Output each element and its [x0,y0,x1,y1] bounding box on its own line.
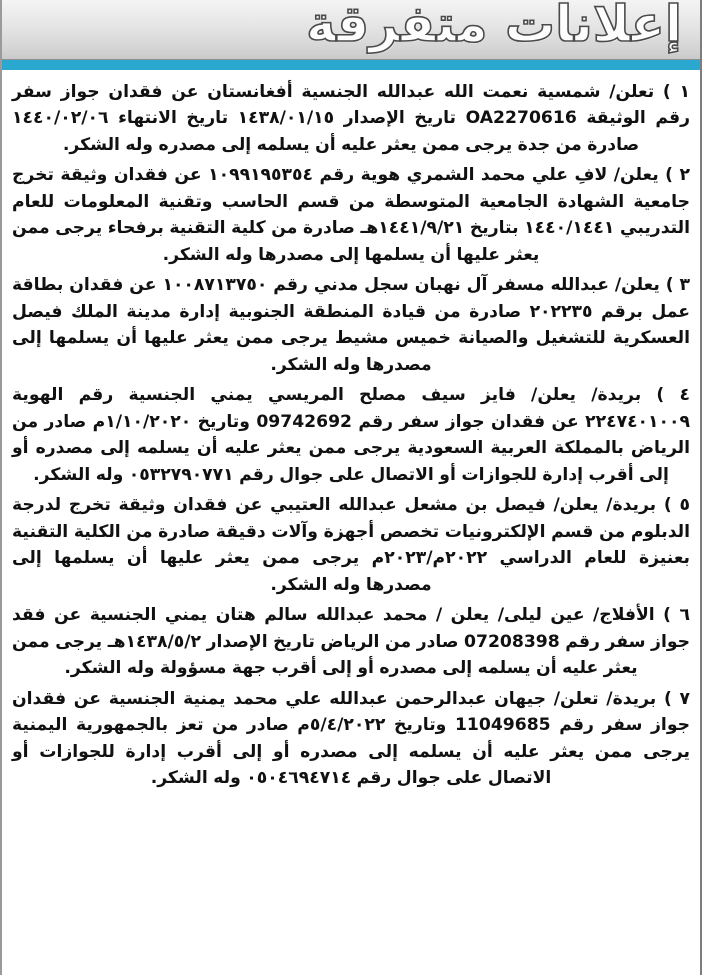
classified-ad-item: ٣ ) يعلن/ عبدالله مسفر آل نهبان سجل مدني رقم ١٠٠٨٧١٣٧٥٠ عن فقدان بطاقة عمل برقم ٢٠٢٢٣٥ صادرة من قيادة المنطقة الجنوبية إدارة مدينة الملك فيصل العسكرية للتشغيل والصيانة خميس مشيط يرجى ممن يعثر عليها أن يسلمها إلى مصدرها وله الشكر. [12,275,691,375]
section-heading: إعلانات متفرقة [306,0,682,53]
classified-ad-item: ٢ ) يعلن/ لافِ علي محمد الشمري هوية رقم ١٠٩٩١٩٥٣٥٤ عن فقدان وثيقة تخرج جامعية الشهادة الجامعية المتوسطة من قسم الحاسب وتقنية المعلومات للعام التدريبي ١٤٤٠/١٤٤١ بتاريخ ١٤٤١/٩/٢١هـ صادرة من كلية التقنية برفحاء يرجى ممن يعثر عليها أن يسلمها إلى مصدرها وله الشكر. [12,165,690,265]
classified-ad-item: ٦ ) الأفلاج/ عين ليلى/ يعلن / محمد عبدالله سالم هتان يمني الجنسية عن فقد جواز سفر رقم 07208398 صادر من الرياض تاريخ الإصدار ١٤٣٨/٥/٢هـ يرجى ممن يعثر عليه أن يسلمه إلى مصدره أو إلى أقرب جهة مسؤولة وله الشكر. [12,605,690,679]
classified-ads-list [2,73,700,792]
classified-ad-item: ٥ ) بريدة/ يعلن/ فيصل بن مشعل عبدالله العتيبي عن فقدان وثيقة تخرج لدرجة الدبلوم من قسم الإلكترونيات تخصص أجهزة وآلات دقيقة صادرة من الكلية التقنية بعنيزة للعام الدراسي ٢٠٢٢م/٢٠٢٣م يرجى ممن يعثر عليها أن يسلمها إلى مصدرها وله الشكر. [12,495,690,595]
classified-ad-item: ٧ ) بريدة/ تعلن/ جيهان عبدالرحمن عبدالله علي محمد يمنية الجنسية عن فقدان جواز سفر رقم 11049685 وتاريخ ٥/٤/٢٠٢٢م صادر من تعز بالجمهورية اليمنية يرجى ممن يعثر عليه أن يسلمه إلى مصدره أو إلى أقرب إدارة للجوازات أو الاتصال على جوال رقم ٠٥٠٤٦٩٤٧١٤ وله الشكر. [12,688,690,789]
classified-ad-item: ٤ ) بريدة/ يعلن/ فايز سيف مصلح المريسي يمني الجنسية رقم الهوية ٢٢٤٧٤٠١٠٠٩ عن فقدان جواز سفر رقم 09742692 وتاريخ ١/١٠/٢٠٢٠م صادر من الرياض بالمملكة العربية السعودية يرجى ممن يعثر عليه أن يسلمه إلى مصدره أو إلى أقرب إدارة للجوازات أو الاتصال على جوال رقم ٠٥٣٢٧٩٠٧٧١ وله الشكر. [12,385,691,485]
classified-ad-item: ١ ) تعلن/ شمسية نعمت الله عبدالله الجنسية أفغانستان عن فقدان جواز سفر رقم الوثيقة OA2270616 تاريخ الإصدار ١٤٣٨/٠١/١٥ تاريخ الانتهاء ١٤٤٠/٠٢/٠٦ صادرة من جدة يرجى ممن يعثر عليه أن يسلمه إلى مصدره وله الشكر. [12,82,690,155]
section-masthead [2,0,700,59]
accent-bar [2,59,700,70]
